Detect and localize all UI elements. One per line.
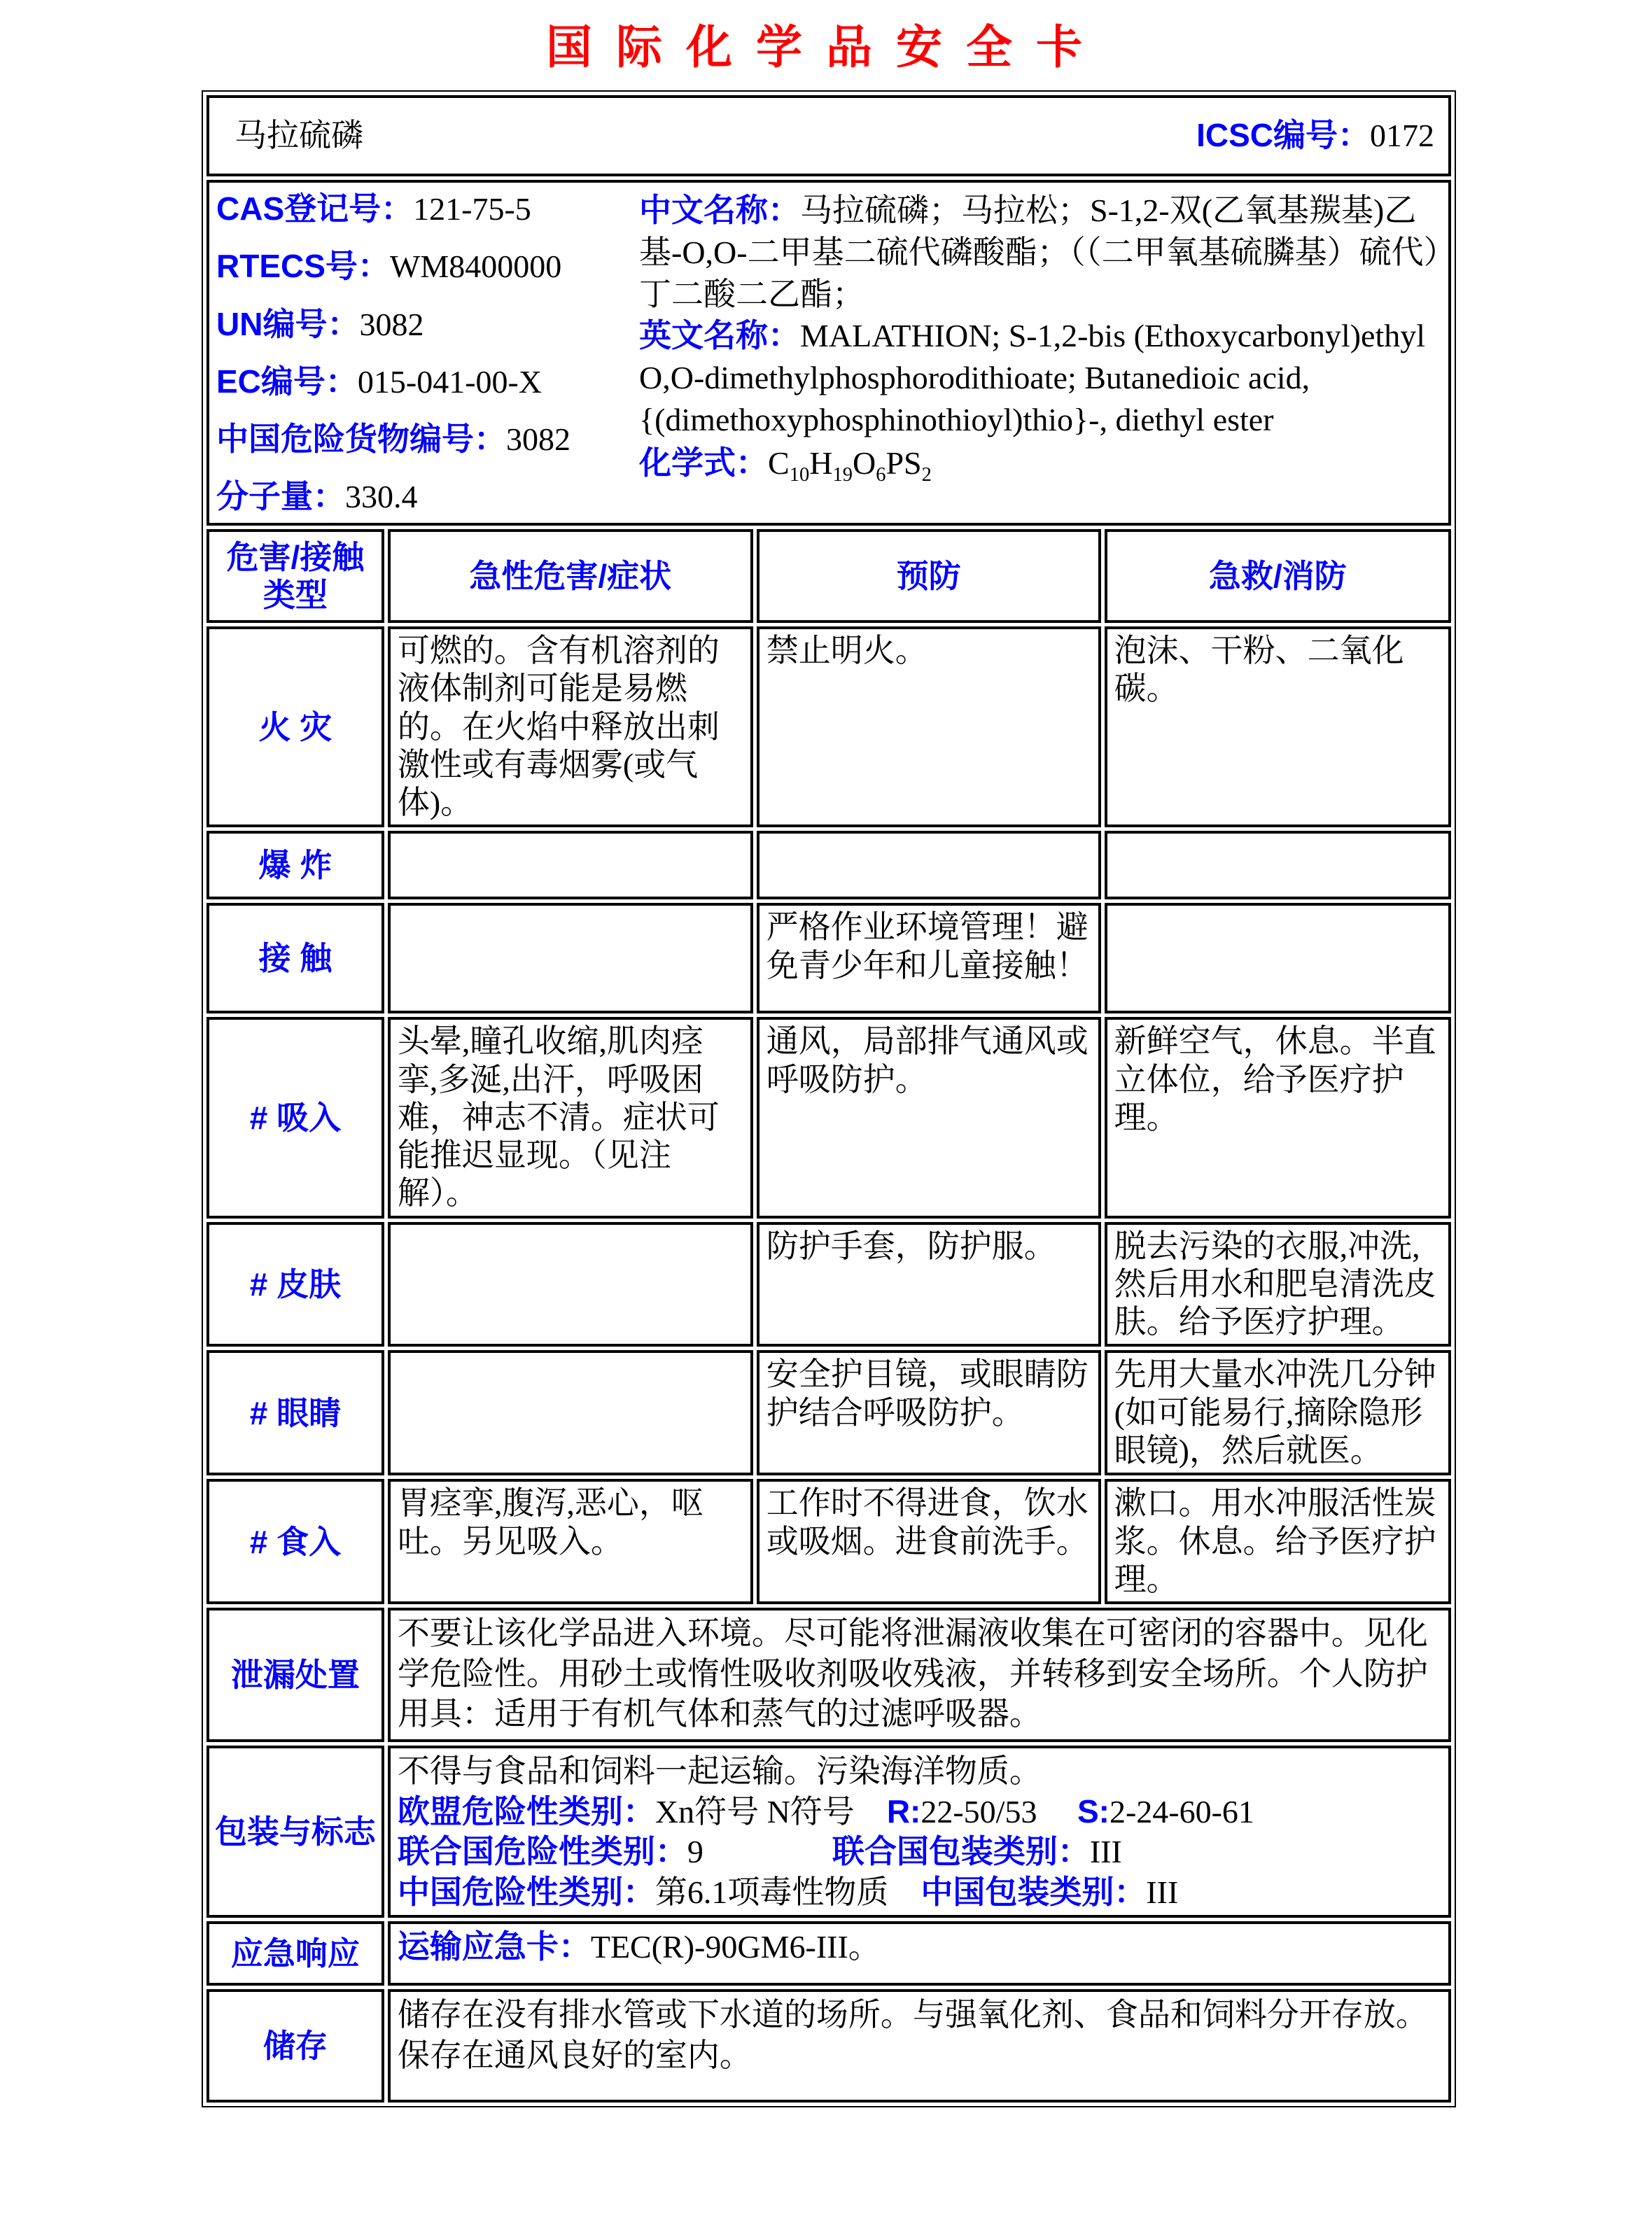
- english-names: [639, 315, 1441, 440]
- chinese-names: [639, 190, 1441, 315]
- icsc-number-group: [1196, 116, 1434, 155]
- cas-number-label: CAS登记号：: [216, 190, 414, 227]
- table-row-eyes: [206, 1350, 1451, 1475]
- ingestion-symptoms: 胃痉挛,腹泻,恶心，呕吐。另见吸入。: [388, 1479, 753, 1604]
- un-number-line: [216, 305, 639, 344]
- rtecs-number-value: WM8400000: [389, 248, 562, 285]
- column-header-first-aid: 急救/消防: [1105, 529, 1451, 623]
- row-label-fire: 火 灾: [206, 626, 384, 827]
- chemical-formula-value: $C_{10}H_{19}O_6PS_2$: [768, 444, 932, 486]
- china-dg-number-line: [216, 420, 639, 458]
- packaging-labelling-content: 不得与食品和饲料一起运输。污染海洋物质。 欧盟危险性类别：Xn符号 N符号 R:22-50/53 S:2-24-60-61 联合国危险性类别：9 联合国包装类别：III 中国危险性类别：第6.1项毒性物质 中国包装类别：III: [388, 1746, 1451, 1918]
- row-label-ingestion: # 食入: [206, 1479, 384, 1604]
- row-label-inhalation: # 吸入: [206, 1017, 384, 1218]
- table-row-inhalation: [206, 1017, 1451, 1218]
- un-number-label: UN编号：: [216, 305, 360, 342]
- card-header-cell: [206, 95, 1451, 176]
- inhalation-prevention: 通风，局部排气通风或呼吸防护。: [757, 1017, 1101, 1218]
- cas-number-value: 121-75-5: [413, 191, 531, 227]
- ec-number-value: 015-041-00-X: [357, 363, 542, 400]
- china-dg-number-label: 中国危险货物编号：: [216, 421, 506, 458]
- hazard-table-header-row: [206, 529, 1451, 623]
- table-row-storage: [206, 1989, 1451, 2103]
- row-label-contact: 接 触: [206, 903, 384, 1013]
- table-row-skin: [206, 1222, 1451, 1347]
- ec-number-line: [216, 363, 639, 401]
- ec-number-label: EC编号：: [216, 363, 358, 400]
- skin-symptoms: [388, 1222, 753, 1347]
- row-label-explosion: 爆 炸: [206, 831, 384, 899]
- icsc-number-label: ICSC编号：: [1196, 117, 1370, 154]
- table-row-fire: [206, 626, 1451, 827]
- chinese-names-value: 马拉硫磷；马拉松；S-1,2-双(乙氧基羰基)乙基-O,O-二甲基二硫代磷酸酯；（（二甲氧基硫膦基）硫代）丁二酸二乙酯；: [639, 192, 1440, 312]
- table-row-spill-disposal: [206, 1608, 1451, 1742]
- chemical-name: 马拉硫磷: [234, 117, 363, 153]
- eyes-prevention: 安全护目镜，或眼睛防护结合呼吸防护。: [757, 1350, 1101, 1475]
- identifier-list: [216, 185, 639, 519]
- molecular-weight-value: 330.4: [345, 479, 418, 515]
- table-row-ingestion: [206, 1479, 1451, 1604]
- explosion-first-aid: [1105, 831, 1451, 899]
- row-label-eyes: # 眼睛: [206, 1350, 384, 1475]
- rtecs-number-label: RTECS号：: [216, 248, 390, 285]
- table-row-contact: [206, 903, 1451, 1013]
- column-header-symptoms: 急性危害/症状: [388, 529, 753, 623]
- inhalation-symptoms: 头晕,瞳孔收缩,肌肉痉挛,多涎,出汗，呼吸困难，神志不清。症状可能推迟显现。（见注解）。: [388, 1017, 753, 1218]
- chinese-names-label: 中文名称：: [639, 192, 800, 228]
- icsc-card-table: [202, 90, 1456, 2107]
- skin-prevention: 防护手套，防护服。: [757, 1222, 1101, 1347]
- ingestion-first-aid: 漱口。用水冲服活性炭浆。休息。给予医疗护理。: [1105, 1479, 1451, 1604]
- card-header-row: [206, 95, 1451, 176]
- fire-prevention: 禁止明火。: [757, 626, 1101, 827]
- china-dg-number-value: 3082: [506, 421, 570, 458]
- identification-cell: [206, 180, 1451, 526]
- row-label-storage: 储存: [206, 1989, 384, 2103]
- rtecs-number-line: [216, 247, 639, 286]
- row-label-spill-disposal: 泄漏处置: [206, 1608, 384, 1742]
- row-label-skin: # 皮肤: [206, 1222, 384, 1347]
- table-row-emergency-response: [206, 1921, 1451, 1986]
- storage-content: 储存在没有排水管或下水道的场所。与强氧化剂、食品和饲料分开存放。保存在通风良好的室内。: [388, 1989, 1451, 2103]
- emergency-response-content: 运输应急卡：TEC(R)-90GM6-III。: [388, 1921, 1451, 1986]
- fire-first-aid: 泡沫、干粉、二氧化碳。: [1105, 626, 1451, 827]
- fire-symptoms: 可燃的。含有机溶剂的液体制剂可能是易燃的。在火焰中释放出刺激性或有毒烟雾(或气体)。: [388, 626, 753, 827]
- icsc-number-value: 0172: [1370, 118, 1434, 154]
- un-number-value: 3082: [359, 306, 424, 342]
- contact-symptoms: [388, 903, 753, 1013]
- table-row-packaging-labelling: [206, 1746, 1451, 1918]
- chemical-formula: [639, 442, 1441, 488]
- page-title: 国际化学品安全卡: [546, 21, 1106, 73]
- spill-disposal-content: 不要让该化学品进入环境。尽可能将泄漏液收集在可密闭的容器中。见化学危险性。用砂土或惰性吸收剂吸收残液，并转移到安全场所。个人防护用具：适用于有机气体和蒸气的过滤呼吸器。: [388, 1608, 1451, 1742]
- column-header-hazard-type: 危害/接触类型: [206, 529, 384, 623]
- eyes-symptoms: [388, 1350, 753, 1475]
- row-label-emergency-response: 应急响应: [206, 1921, 384, 1986]
- cas-number-line: [216, 190, 639, 228]
- names-block: [639, 185, 1441, 519]
- eyes-first-aid: 先用大量水冲洗几分钟(如可能易行,摘除隐形眼镜)，然后就医。: [1105, 1350, 1451, 1475]
- english-names-value: MALATHION; S-1,2-bis (Ethoxycarbonyl)ethyl O,O-dimethylphosphorodithioate; Butanedioic acid, {(dimethoxyphosphinothioyl)thio}-, diethyl ester: [639, 318, 1426, 437]
- table-row-explosion: [206, 831, 1451, 899]
- explosion-prevention: [757, 831, 1101, 899]
- identification-row: [206, 180, 1451, 526]
- inhalation-first-aid: 新鲜空气，休息。半直立体位，给予医疗护理。: [1105, 1017, 1451, 1218]
- skin-first-aid: 脱去污染的衣服,冲洗,然后用水和肥皂清洗皮肤。给予医疗护理。: [1105, 1222, 1451, 1347]
- explosion-symptoms: [388, 831, 753, 899]
- contact-first-aid: [1105, 903, 1451, 1013]
- contact-prevention: 严格作业环境管理！避免青少年和儿童接触！: [757, 903, 1101, 1013]
- molecular-weight-line: [216, 477, 639, 516]
- chemical-formula-label: 化学式：: [639, 444, 768, 481]
- english-names-label: 英文名称：: [639, 317, 800, 354]
- row-label-packaging-labelling: 包装与标志: [206, 1746, 384, 1918]
- column-header-prevention: 预防: [757, 529, 1101, 623]
- ingestion-prevention: 工作时不得进食，饮水或吸烟。进食前洗手。: [757, 1479, 1101, 1604]
- molecular-weight-label: 分子量：: [216, 478, 345, 515]
